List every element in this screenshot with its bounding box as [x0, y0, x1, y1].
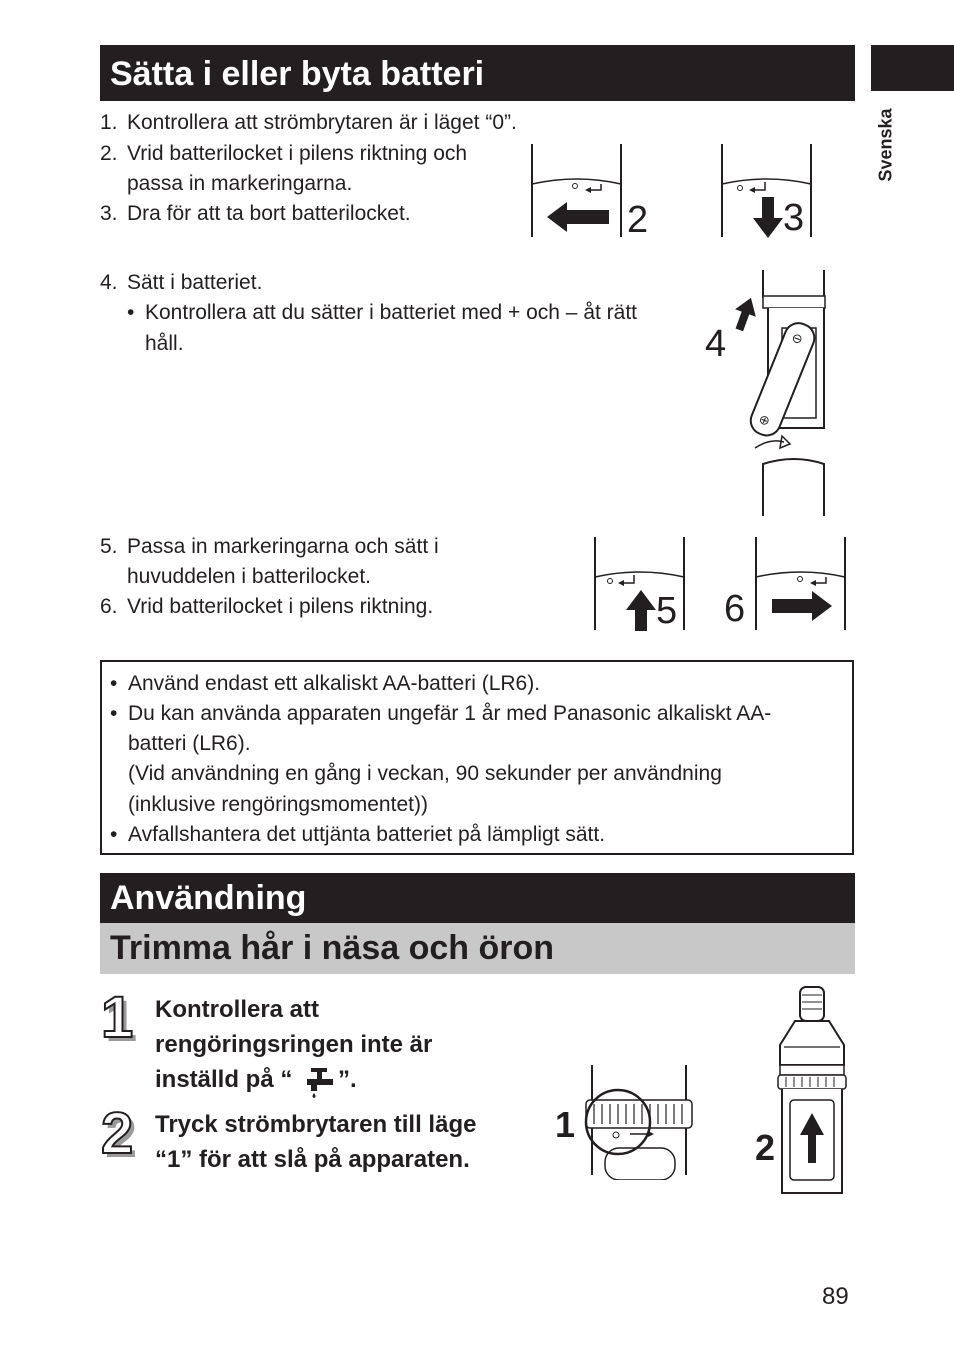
step-text: Kontrollera att strömbrytaren är i läget “0”.	[127, 111, 517, 134]
arrow-left-icon	[547, 202, 609, 232]
note-text: Du kan använda apparaten ungefär 1 år med Panasonic alkaliskt AA-	[128, 702, 772, 725]
step-number: 2.	[100, 142, 118, 165]
step-text: rengöringsringen inte är	[155, 1031, 433, 1058]
section-subtitle: Trimma hår i näsa och öron	[100, 923, 855, 974]
figure-twist-cap	[525, 142, 655, 242]
figure-label: 1	[555, 1104, 576, 1145]
figure-label: 5	[656, 590, 678, 632]
step-number: 6.	[100, 595, 118, 618]
language-label: Svenska	[875, 108, 896, 182]
figure-label: 3	[783, 197, 805, 239]
figure-label: 2	[755, 1127, 776, 1168]
step-number-large: 2	[101, 1101, 134, 1166]
note-text: (inklusive rengöringsmomentet))	[128, 793, 428, 816]
step-text: huvuddelen i batterilocket.	[127, 565, 371, 588]
bullet: •	[110, 823, 118, 846]
bullet: •	[110, 702, 118, 725]
step-text: Vrid batterilocket i pilens riktning.	[127, 595, 434, 618]
bullet-text: Kontrollera att du sätter i batteriet med + och – åt rätt	[145, 301, 638, 324]
step-text: “1” för att slå på apparaten.	[155, 1146, 470, 1173]
arrow-up-icon	[729, 294, 761, 333]
bullet: •	[110, 672, 118, 695]
figure-insert-battery	[700, 268, 840, 518]
step-number: 1.	[100, 111, 118, 134]
figure-twist-lock	[722, 535, 852, 635]
page-number: 89	[822, 1283, 849, 1310]
svg-text:⊖: ⊖	[789, 329, 806, 348]
figure-remove-cap	[715, 142, 825, 242]
language-tab	[871, 45, 954, 91]
step-text: ”.	[338, 1066, 357, 1093]
note-text: Använd endast ett alkaliskt AA-batteri (LR6).	[128, 672, 541, 695]
step-number: 5.	[100, 535, 118, 558]
step-text: Vrid batterilocket i pilens riktning och	[127, 142, 468, 165]
figure-label: 4	[705, 323, 727, 365]
step-text: Dra för att ta bort batterilocket.	[127, 202, 411, 225]
figure-power-switch	[750, 985, 860, 1200]
bullet: •	[127, 301, 135, 324]
arrow-right-icon	[772, 591, 832, 621]
note-text: batteri (LR6).	[128, 732, 251, 755]
step-number: 3.	[100, 202, 118, 225]
step-number: 4.	[100, 271, 118, 294]
arrow-down-icon	[753, 197, 783, 238]
faucet-icon	[303, 1063, 339, 1099]
section-title-usage: Användning	[100, 873, 855, 923]
figure-label: 6	[724, 588, 746, 630]
figure-attach-body	[588, 535, 698, 635]
step-number-large: 1	[101, 985, 134, 1050]
figure-label: 2	[627, 199, 649, 241]
step-text: Sätt i batteriet.	[127, 271, 263, 294]
step-text: passa in markeringarna.	[127, 172, 353, 195]
section-title-battery: Sätta i eller byta batteri	[100, 45, 855, 101]
note-text: (Vid användning en gång i veckan, 90 sekunder per användning	[128, 762, 722, 785]
bullet-text: håll.	[145, 332, 184, 355]
step-text: inställd på “	[155, 1066, 293, 1093]
step-text: Tryck strömbrytaren till läge	[155, 1111, 477, 1138]
step-text: Kontrollera att	[155, 996, 320, 1023]
svg-text:⊕: ⊕	[756, 410, 773, 429]
note-text: Avfallshantera det uttjänta batteriet på lämpligt sätt.	[128, 823, 606, 846]
figure-check-ring	[550, 1060, 700, 1180]
arrow-up-icon	[626, 590, 656, 631]
step-text: Passa in markeringarna och sätt i	[127, 535, 439, 558]
